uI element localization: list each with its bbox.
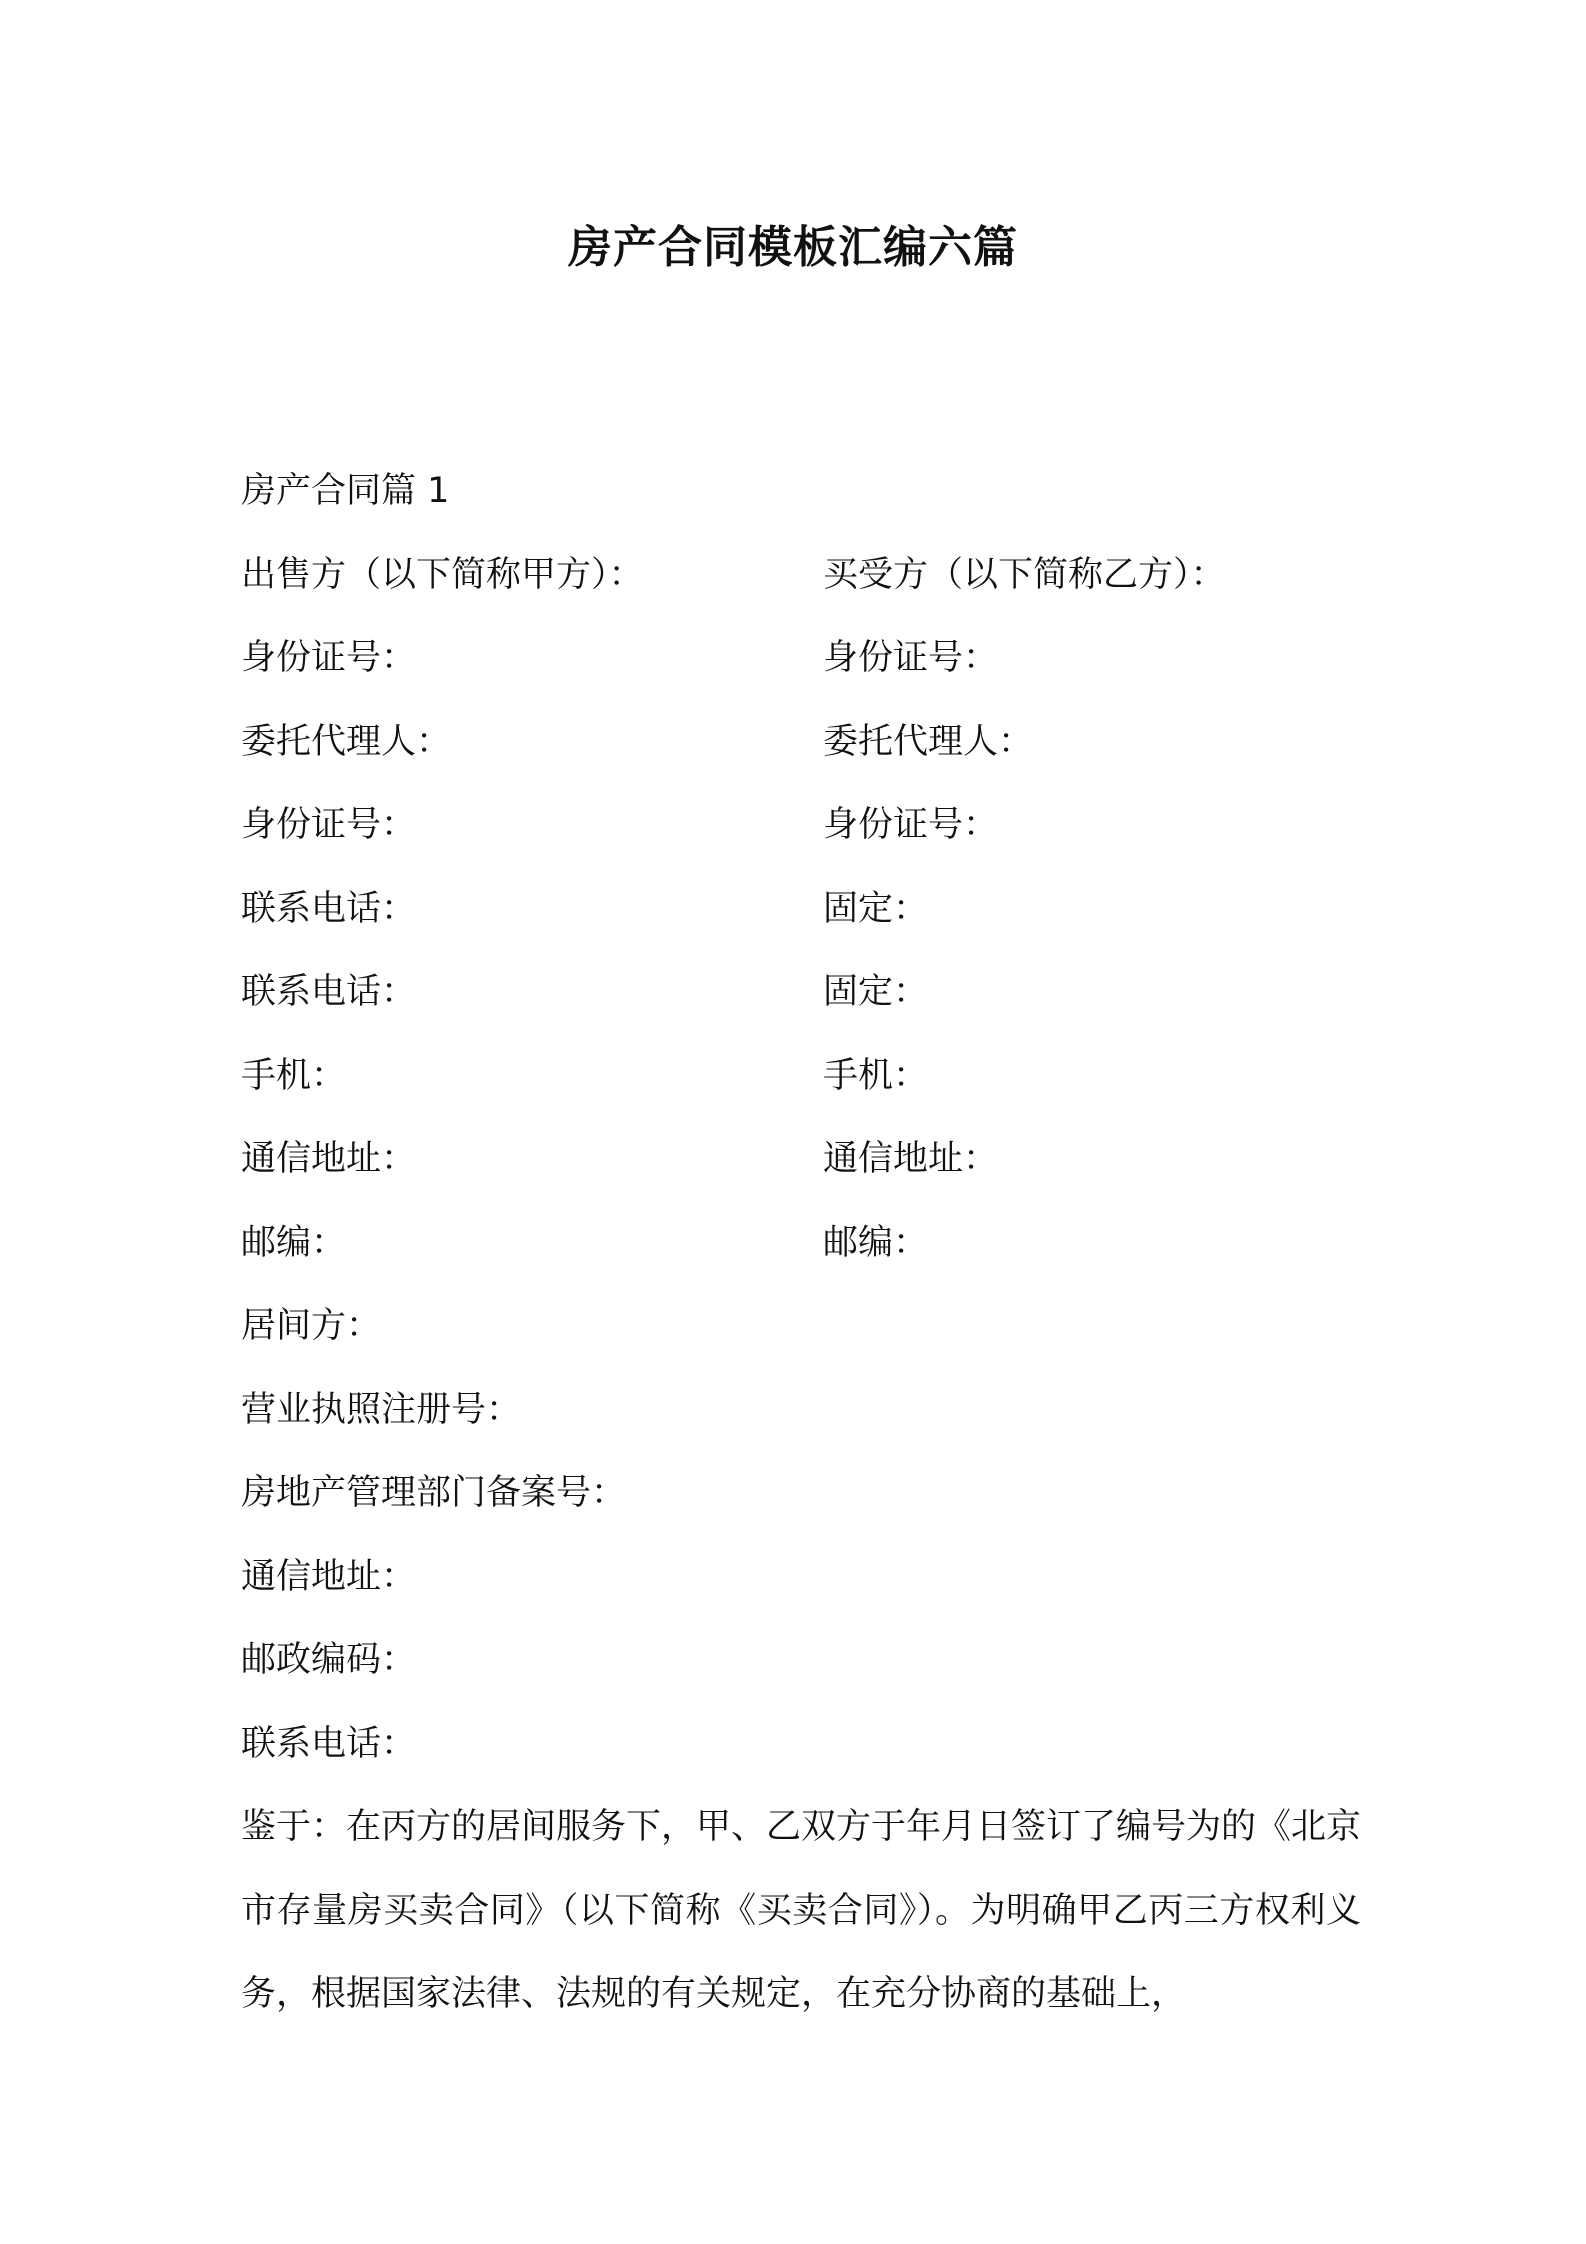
party-row	[241, 784, 1361, 868]
buyer-field-label: 身份证号：	[823, 805, 999, 845]
seller-field-label: 联系电话：	[241, 972, 417, 1012]
seller-field-label: 身份证号：	[241, 805, 417, 845]
buyer-field-label: 固定：	[823, 972, 929, 1012]
broker-field-label: 邮政编码：	[241, 1640, 417, 1680]
party-row	[241, 1118, 1361, 1202]
buyer-field-label: 固定：	[823, 888, 929, 929]
party-row	[241, 1035, 1361, 1119]
buyer-field-label: 委托代理人：	[823, 721, 1034, 762]
buyer-field-label: 身份证号：	[823, 638, 999, 678]
seller-field-label: 身份证号：	[241, 638, 417, 678]
broker-field-label: 通信地址：	[241, 1556, 417, 1597]
party-row	[241, 534, 1361, 618]
party-row	[241, 951, 1361, 1035]
party-row	[241, 1202, 1361, 1286]
buyer-field-label: 邮编：	[823, 1222, 929, 1263]
document-title: 房产合同模板汇编六篇	[568, 222, 1018, 273]
seller-field-label: 手机：	[241, 1055, 347, 1096]
preamble-paragraph: 鉴于：在丙方的居间服务下，甲、乙双方于年月日签订了编号为的《北京市存量房买卖合同》（以下简称《买卖合同》）。为明确甲乙丙三方权利义务，根据国家法律、法规的有关规定，在充分协商的基础上，	[241, 1807, 1362, 2014]
buyer-field-label: 买受方（以下简称乙方）：	[823, 554, 1226, 595]
party-row	[241, 617, 1361, 701]
buyer-field-label: 通信地址：	[823, 1139, 999, 1179]
seller-field-label: 委托代理人：	[241, 721, 452, 762]
document-body	[241, 450, 1361, 2037]
broker-field-label: 房地产管理部门备案号：	[241, 1473, 627, 1513]
seller-field-label: 出售方（以下简称甲方）：	[241, 554, 644, 595]
broker-field-label: 营业执照注册号：	[241, 1389, 522, 1430]
seller-field-label: 联系电话：	[241, 888, 417, 929]
party-row	[241, 701, 1361, 785]
buyer-field-label: 手机：	[823, 1055, 929, 1096]
broker-field-label: 居间方：	[241, 1306, 382, 1346]
seller-field-label: 通信地址：	[241, 1139, 417, 1179]
broker-field-label: 联系电话：	[241, 1723, 417, 1764]
section-heading: 房产合同篇 1	[241, 471, 450, 511]
party-row	[241, 868, 1361, 952]
seller-field-label: 邮编：	[241, 1222, 347, 1263]
